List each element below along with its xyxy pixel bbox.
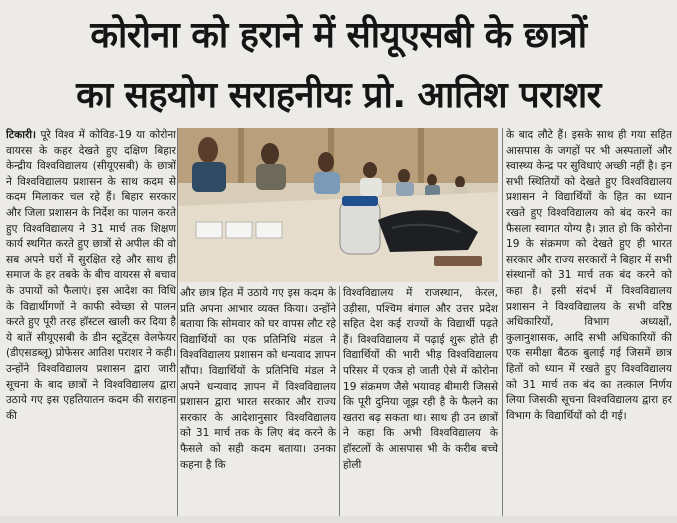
column-divider (502, 128, 503, 518)
column-4-text: के बाद लौटे हैं। इसके साथ ही गया सहित आसपास के जगहों पर भी अस्पतालों और स्वास्थ्य केन्द्र पर सुविधाएं अच्छी नहीं है। इन सभी स्थितियों को देखते हुए विश्वविद्यालय प्रशासन ने विद्यार्थियों के हित का ध्यान रखते हुए विश्वविद्यालय को बंद करने का फैसला स्वागत योग्य है। ज्ञात हो कि कोरोना 19 के संक्रमण को देखते हुए ही भारत सरकार और राज्य सरकारों ने बिहार में सभी संस्थानों को 31 मार्च तक बंद करने को कहा है। इसी संदर्भ में विश्वविद्यालय प्रशासन ने विश्वविद्यालय के सभी वरिष्ठ अधिकारियों, विभाग अध्यक्षों, कुलानुशासक, आदि सभी अधिकारियों की एक समीक्षा बैठक बुलाई गई जिसमें छात्र हितों को ध्यान में रखते हुए विश्वविद्यालय को 31 मार्च तक बंद का तत्काल निर्णय लिया जिसकी सूचना विश्वविद्यालय द्वारा हर विभाग के विद्यार्थियों को दी गई। (506, 129, 672, 422)
page-bottom-edge (0, 516, 677, 523)
article-column-3 (343, 286, 498, 520)
column-1-text: पूरे विश्व में कोविड-19 या कोरोना वायरस के कहर देखते हुए दक्षिण बिहार केन्द्रीय विश्वविद्यालय (सीयूएसबी) के छात्रों ने विश्वविद्यालय प्रशासन के साथ कदम से कदम मिलाकर चल रहे हैं। बिहार सरकार और जिला प्रशासन के निर्देश का पालन करते हुए विश्वविद्यालय ने 31 मार्च तक शिक्षण कार्य स्थगित करते हुए छात्रों से अपील की वो सब अपने घरों में सुरक्षित रहे और साथ ही समाज के हर तबके के बीच वायरस से बचाव के उपायों को फैलाएं। इस आदेश का विधि के विद्यार्थीगणों ने काफी स्वेच्छा से पालन करते हुए पूरी तरह हॉस्टल खाली कर दिया है ये बातें सीयूएसबी के डीन स्टूडेंट्स वेलफेयर (डीएसडब्लू) प्रोफेसर आतिश पराशर ने कही। उन्होंने विश्वविद्यालय प्रशासन द्वारा जारी सूचना के बाद छात्रों ने विश्वविद्यालय द्वारा उठाये गए इस एहतियातन कदम की सराहना की (6, 129, 176, 422)
column-3-text: विश्वविद्यालय में राजस्थान, केरल, उड़ीसा, पश्चिम बंगाल और उत्तर प्रदेश सहित देश कई राज्यों के विद्यार्थी पढ़ते हैं। विश्वविद्यालय में पढ़ाई शुरू होते ही विद्यार्थियों की भारी भीड़ विश्वविद्यालय परिसर में एकत्र हो जाती ऐसे में कोरोना 19 संक्रमण जैसे भयावह बीमारी जिससे कि पूरी दुनिया जूझ रही है के फैलने का खतरा बढ़ सकता था। साथ ही उन छात्रों ने कहा कि अभी विश्वविद्यालय के हॉस्टलों के आसपास भी के करीब बच्चे होली (343, 287, 498, 471)
article-column-4 (506, 128, 672, 520)
meeting-photo (178, 128, 498, 282)
headline-line-1: कोरोना को हराने में सीयूएसबी के छात्रों (90, 15, 587, 56)
article-column-1 (6, 128, 176, 520)
dateline: टिकारी। (6, 129, 37, 141)
column-divider (339, 286, 340, 518)
column-2-text: और छात्र हित में उठाये गए इस कदम के प्रति अपना आभार व्यक्त किया। उन्होंने बताया कि सोमवार को घर वापस लौट रहे विद्यार्थियों का एक प्रतिनिधि मंडल ने विश्वविद्यालय प्रशासन को धन्यवाद ज्ञापन सौंपा। विद्यार्थियों के प्रतिनिधि मंडल ने अपने धन्यवाद ज्ञापन में विश्वविद्यालय प्रशासन द्वारा भारत सरकार और राज्य सरकार के आदेशानुसार विश्वविद्यालय को 31 मार्च तक के लिए बंद करने के फैसले को सही कदम बताया। उनका कहना है कि (180, 287, 336, 471)
article-column-2 (180, 286, 336, 520)
headline-line-2: का सहयोग सराहनीयः प्रो. आतिश पराशर (76, 75, 601, 116)
